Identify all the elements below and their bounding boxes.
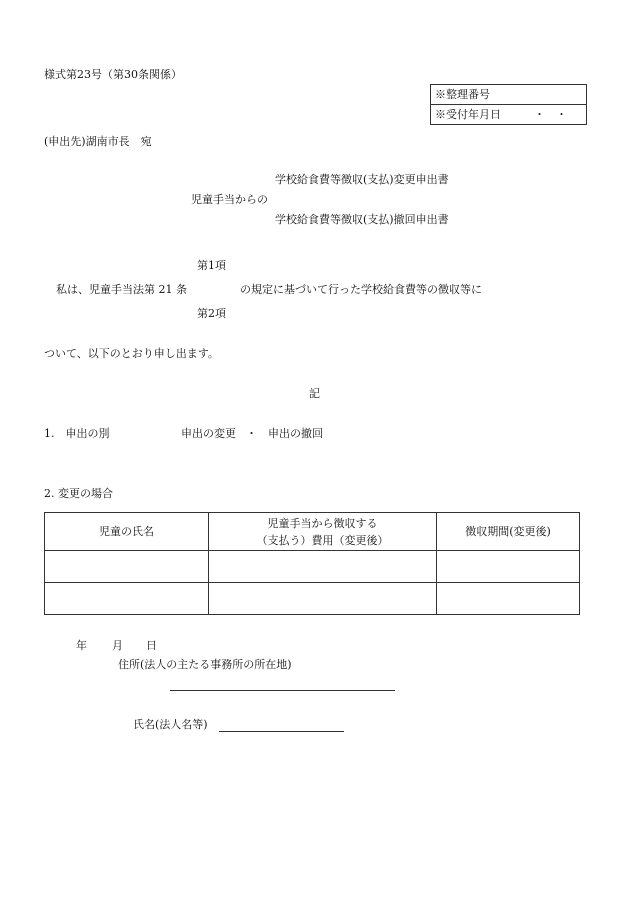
table-row [45, 583, 580, 615]
change-table [44, 512, 580, 615]
addressee: (申出先)湖南市長 宛 [44, 135, 152, 148]
item1-option-withdraw: 申出の撤回 [268, 427, 323, 440]
date-month: 月 [112, 639, 123, 652]
date-year: 年 [76, 639, 87, 652]
cell-child-name[interactable] [45, 551, 209, 583]
received-date-separators: ・ ・ [534, 108, 567, 121]
cell-fee[interactable] [209, 583, 437, 615]
date-day: 日 [146, 639, 157, 652]
statement-paragraph-2: 第2項 [197, 307, 226, 320]
title-option-change: 学校給食費等徴収(支払)変更申出書 [275, 173, 449, 186]
table-row [45, 551, 580, 583]
received-date-row [431, 105, 586, 124]
statement-paragraph-1: 第1項 [197, 259, 226, 272]
item1-separator: ・ [246, 427, 257, 440]
header-fee-line2: （支払う）費用（変更後） [256, 533, 389, 547]
cell-period[interactable] [437, 551, 580, 583]
header-child-name: 児童の氏名 [45, 513, 209, 551]
statement-main-before: 私は、児童手当法第 21 条 [56, 283, 187, 296]
header-period: 徴収期間(変更後) [437, 513, 580, 551]
address-label: 住所(法人の主たる事務所の所在地) [118, 658, 292, 671]
cell-child-name[interactable] [45, 583, 209, 615]
cell-fee[interactable] [209, 551, 437, 583]
ki-heading: 記 [309, 387, 320, 400]
name-label: 氏名(法人名等) [133, 718, 208, 731]
name-underline[interactable] [219, 731, 344, 732]
header-fee-line1: 児童手当から徴収する [267, 516, 378, 530]
title-option-withdraw: 学校給食費等徴収(支払)撤回申出書 [275, 213, 449, 226]
item1-option-change: 申出の変更 [181, 427, 236, 440]
header-fee [209, 513, 437, 551]
statement-main-after: の規定に基づいて行った学校給食費等の徴収等に [240, 283, 482, 296]
title-prefix: 児童手当からの [191, 193, 268, 206]
statement-continuation: ついて、以下のとおり申し出ます。 [44, 347, 219, 360]
received-date-label: ※受付年月日 [435, 108, 501, 121]
item1-label: 1. 申出の別 [44, 427, 110, 440]
address-underline[interactable] [170, 690, 395, 691]
cell-period[interactable] [437, 583, 580, 615]
ref-number-label: ※整理番号 [431, 85, 586, 105]
office-use-box [430, 84, 587, 125]
table-header-row [45, 513, 580, 551]
form-number: 様式第23号（第30条関係） [44, 68, 182, 81]
item2-label: 2. 変更の場合 [44, 487, 113, 500]
